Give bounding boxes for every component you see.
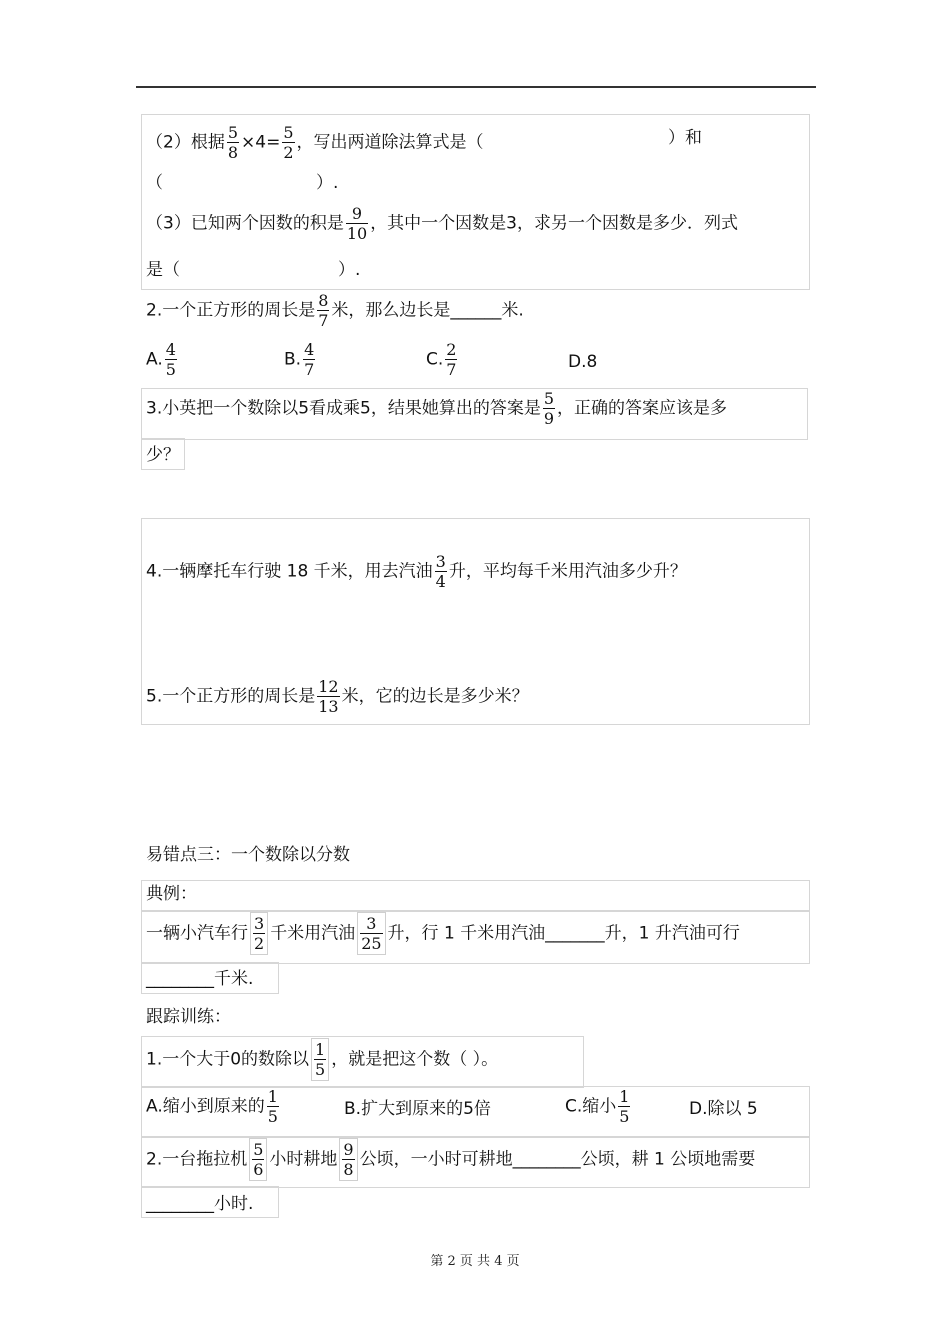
question-part-3-line2-open: 是（ [146, 260, 180, 280]
fraction: $\frac{8}{7}$ [318, 291, 329, 330]
page-number: 第 2 页 共 4 页 [430, 1254, 520, 1269]
fraction: $\frac{1}{5}$ [267, 1087, 278, 1126]
fraction: $\frac{2}{7}$ [446, 340, 457, 379]
training-option-d: D.除以 5 [689, 1099, 758, 1119]
question-5: 5.一个正方形的周长是 $\frac{12}{13}$ 米，它的边长是多少米？ [146, 677, 529, 716]
question-4: 4.一辆摩托车行驶 18 千米，用去汽油 $\frac{3}{4}$ 升，平均每千米用汽油多少升？ [146, 552, 687, 591]
option-a: A. $\frac{4}{5}$ [146, 340, 176, 379]
training-option-a: A.缩小到原来的 $\frac{1}{5}$ [146, 1087, 278, 1126]
option-d: D.8 [568, 352, 598, 372]
fraction: $\frac{9}{8}$ [339, 1138, 357, 1181]
training-question-2-line2: ________小时. [146, 1194, 254, 1214]
fraction: $\frac{4}{7}$ [304, 340, 315, 379]
training-option-b: B.扩大到原来的5倍 [344, 1099, 491, 1119]
question-part-2: （2）根据 $\frac{5}{8}$ ×4= $\frac{5}{2}$ ，写出两道除法算式是（ [146, 123, 484, 162]
training-question-2: 2.一台拖拉机 $\frac{5}{6}$ 小时耕地 $\frac{9}{8}$ 公顷，一小时可耕地________公顷，耕 1 公顷地需要 [146, 1140, 756, 1179]
question-2: 2.一个正方形的周长是 $\frac{8}{7}$ 米，那么边长是______米. [146, 291, 524, 330]
training-question-1: 1.一个大于0的数除以 $\frac{1}{5}$ ，就是把这个数（ ）。 [146, 1040, 499, 1079]
fraction: $\frac{3}{4}$ [435, 552, 446, 591]
fraction: $\frac{3}{25}$ [357, 912, 385, 955]
header-rule [136, 86, 816, 88]
example-question: 一辆小汽车行 $\frac{3}{2}$ 千米用汽油 $\frac{3}{25}$ 升，行 1 千米用汽油_______升，1 升汽油可行 [146, 914, 740, 953]
question-part-2-close: ）和 [668, 128, 702, 148]
fraction: $\frac{5}{9}$ [543, 389, 555, 428]
question-part-3: （3）已知两个因数的积是 $\frac{9}{10}$ ，其中一个因数是3，求另一个因数是多少．列式 [146, 204, 739, 243]
fraction: $\frac{1}{5}$ [311, 1038, 329, 1081]
training-option-c: C.缩小 $\frac{1}{5}$ [565, 1087, 630, 1126]
fraction: $\frac{3}{2}$ [250, 912, 268, 955]
fraction: $\frac{12}{13}$ [318, 677, 339, 716]
fraction: $\frac{9}{10}$ [346, 204, 368, 243]
option-b: B. $\frac{4}{7}$ [284, 340, 315, 379]
question-3: 3.小英把一个数除以5看成乘5，结果她算出的答案是 $\frac{5}{9}$ ，正确的答案应该是多 [146, 389, 728, 428]
example-label: 典例： [146, 884, 197, 904]
fraction: $\frac{1}{5}$ [619, 1087, 630, 1126]
example-box-1 [141, 880, 810, 912]
fraction: $\frac{4}{5}$ [165, 340, 176, 379]
fraction: $\frac{5}{6}$ [249, 1138, 267, 1181]
section-title: 易错点三：一个数除以分数 [146, 845, 350, 865]
question-part-2-line2-open: （ [146, 173, 163, 193]
option-c: C. $\frac{2}{7}$ [426, 340, 457, 379]
question-part-3-line2-close: ）. [338, 260, 361, 280]
example-question-line2: ________千米. [146, 969, 254, 989]
fraction: $\frac{5}{2}$ [283, 123, 294, 162]
fraction: $\frac{5}{8}$ [227, 123, 239, 162]
question-part-2-line2-close: ）. [316, 173, 339, 193]
question-3-line2: 少？ [146, 445, 180, 465]
training-label: 跟踪训练： [146, 1007, 231, 1027]
